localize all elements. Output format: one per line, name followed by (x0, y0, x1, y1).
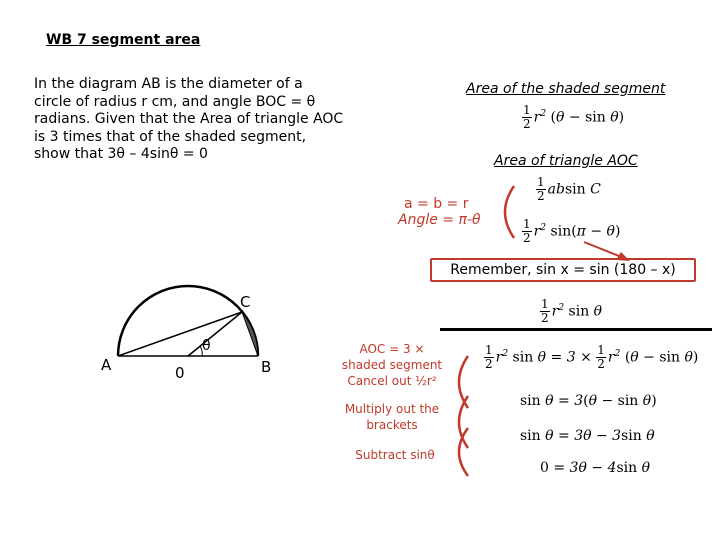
equation-step-1: $\frac{1}{2}$ $r^2$ sin θ = 3 × $\frac{1}{2}$ $r^2$ (θ − sin θ) (485, 343, 699, 371)
remember-box: Remember, sin x = sin (180 – x) (430, 258, 696, 282)
radius-oc (188, 312, 242, 356)
point-c-label: C (240, 293, 251, 311)
angle-line: Angle = π-θ (398, 212, 481, 228)
triangle-simplified-formula: $\frac{1}{2}$ $r^2$ sin θ (541, 297, 603, 325)
segment-area-heading: Area of the shaded segment (466, 81, 666, 97)
page-title: WB 7 segment area (46, 32, 201, 48)
chord-ac (118, 312, 242, 356)
semicircle-arc (118, 286, 258, 356)
note-aoc-line3: Cancel out ½r² (347, 374, 437, 388)
theta-label: θ (202, 338, 211, 354)
equation-step-3: sin θ = 3θ − 3sin θ (520, 428, 655, 444)
note-multiply: Multiply out the brackets (344, 402, 440, 432)
note-aoc-line2: shaded segment (341, 358, 443, 372)
triangle-area-heading: Area of triangle AOC (494, 153, 638, 169)
segment-area-formula: $\frac{1}{2}$ $r^2$ (θ − sin θ) (523, 103, 625, 131)
equation-step-4: 0 = 3θ − 4sin θ (540, 460, 651, 476)
question-text: In the diagram AB is the diameter of a circle of radius r cm, and angle BOC = θ radians. Given that the Area of triangle AOC is 3 times that of the shaded segment, show that 3θ – 4sinθ = 0 (34, 76, 344, 162)
point-b-label: B (261, 358, 272, 376)
point-o-label: 0 (175, 364, 185, 382)
triangle-absinc-formula: $\frac{1}{2}$ absin C (537, 175, 601, 203)
note-subtract: Subtract sinθ (355, 448, 435, 462)
point-a-label: A (101, 356, 112, 374)
triangle-substituted-formula: $\frac{1}{2}$ $r^2$ sin(π − θ) (523, 217, 621, 245)
note-aoc-line1: AOC = 3 × (359, 342, 425, 356)
equation-step-2: sin θ = 3(θ − sin θ) (520, 393, 657, 409)
abr-line: a = b = r (404, 196, 469, 212)
